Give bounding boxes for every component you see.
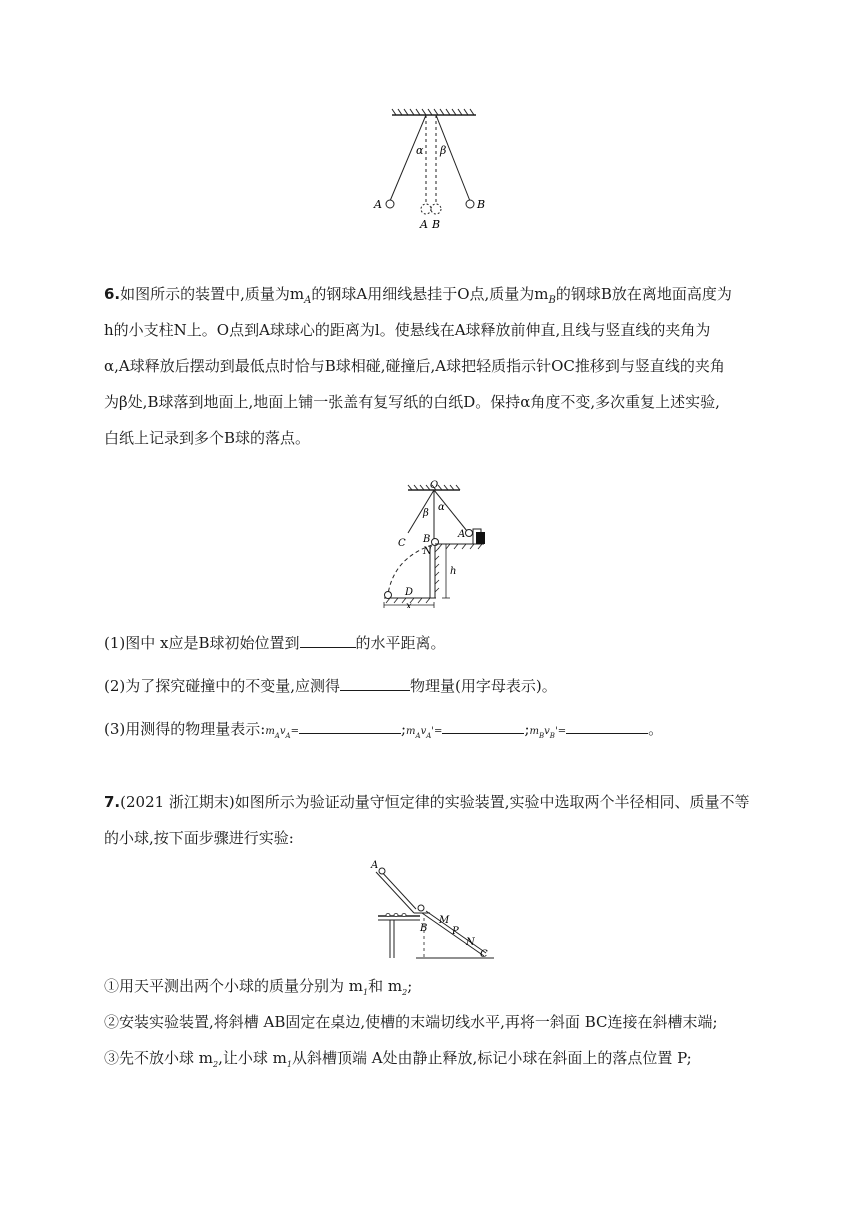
ball-a-bottom-label: A (420, 218, 428, 231)
q7-line-2: 的小球,按下面步骤进行实验: (104, 829, 294, 847)
point-p-label: P (452, 926, 459, 937)
point-m-label: M (439, 915, 450, 926)
answer-blank-3[interactable] (299, 719, 401, 734)
ball-b-label: B (423, 534, 431, 545)
q6-sub2: (2)为了探究碰撞中的不变量,应测得 物理量(用字母表示)。 (104, 677, 557, 695)
point-n-label: N (466, 937, 475, 948)
point-o-label: O (430, 480, 439, 491)
q7-step-3: ③先不放小球 $m_2$,让小球 $m_1$从斜槽顶端 A处由静止释放,标记小球在斜面上的落点位置 P; (104, 1049, 692, 1069)
post-n-label: N (423, 546, 432, 557)
answer-blank-5[interactable] (566, 719, 648, 734)
collision-apparatus-figure (372, 478, 492, 608)
q6-sub3: (3)用测得的物理量表示$:m_Av_A=$ $;m_Av_A'=$ $;m_Bv_B'=$ 。 (104, 720, 664, 740)
ball-a-label: A (374, 198, 382, 211)
ball-b-label: B (477, 198, 486, 211)
q7-step-1: ①用天平测出两个小球的质量分别为 $m_1$和 $m_2$; (104, 977, 413, 997)
q6-line-5: 白纸上记录到多个B球的落点。 (104, 429, 311, 447)
q7-number: 7. (104, 793, 121, 811)
q6-line-2: h的小支柱N上。O点到A球球心的距离为l。使悬线在A球释放前伸直,且线与竖直线的夹角为 (104, 321, 711, 339)
q7-step-2: ②安装实验装置,将斜槽 AB固定在桌边,使槽的末端切线水平,再将一斜面 BC连接在斜槽末端; (104, 1013, 718, 1031)
pendulum-figure-top (370, 108, 510, 233)
point-b-label: B (420, 923, 428, 934)
answer-blank-1[interactable] (300, 633, 356, 648)
point-c-label: C (480, 949, 488, 960)
point-a-label: A (371, 860, 379, 871)
alpha-label: α (416, 144, 424, 157)
answer-blank-4[interactable] (442, 719, 524, 734)
beta-label: β (423, 508, 429, 519)
momentum-apparatus-figure (370, 858, 500, 960)
q6-line-4: 为β处,B球落到地面上,地面上铺一张盖有复写纸的白纸D。保持α角度不变,多次重复上述实验, (104, 393, 720, 411)
q6-sub1: (1)图中 x应是B球初始位置到 的水平距离。 (104, 634, 446, 652)
q6-line-1: 6.如图所示的装置中,质量为$m_A$的钢球A用细线悬挂于O点,质量为$m_B$的钢球B放在离地面高度为 (104, 285, 732, 306)
height-h-label: h (450, 566, 457, 577)
q7-line-1: 7.(2021 浙江期末)如图所示为验证动量守恒定律的实验装置,实验中选取两个半径相同、质量不等 (104, 793, 750, 811)
ball-b-bottom-label: B (432, 218, 441, 231)
beta-label: β (440, 144, 447, 157)
point-c-label: C (398, 538, 406, 549)
alpha-label: α (438, 502, 445, 513)
q6-line-3: α,A球释放后摆动到最低点时恰与B球相碰,碰撞后,A球把轻质指示针OC推移到与竖直线的夹角 (104, 357, 725, 375)
paper-d-label: D (405, 587, 414, 598)
ball-a-label: A (458, 529, 466, 540)
answer-blank-2[interactable] (340, 676, 410, 691)
q6-number: 6. (104, 285, 121, 303)
distance-x-label: x (406, 601, 412, 608)
